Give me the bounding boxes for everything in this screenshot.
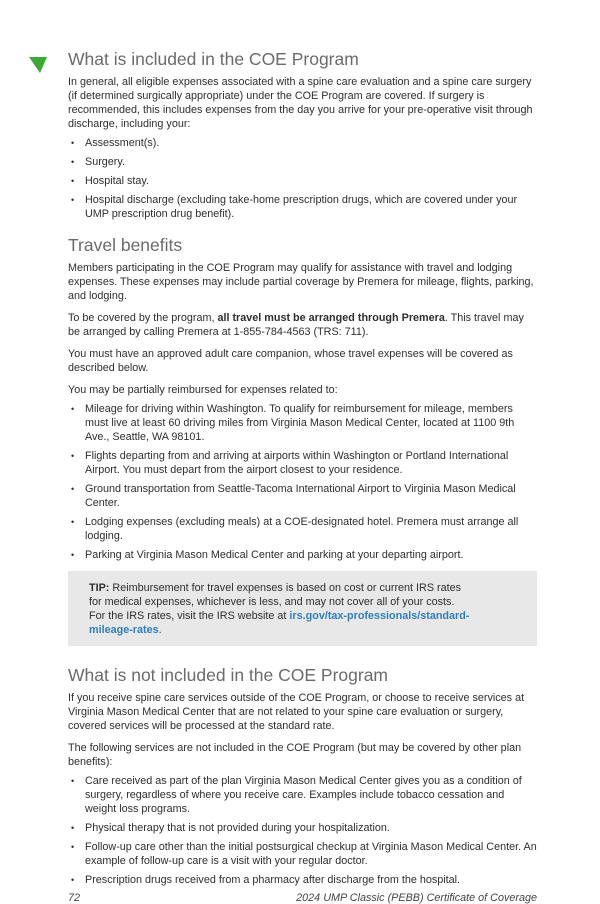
list-item	[68, 193, 537, 221]
travel-paragraph-2	[68, 311, 537, 339]
bullet-icon: •	[71, 195, 75, 205]
list-item-text: Assessment(s).	[85, 137, 160, 149]
list-item	[68, 840, 537, 868]
list-item	[68, 402, 537, 444]
list-item-text: Flights departing from and arriving at airports within Washington or Portland International Airport. You must depart from the airport closest to your residence.	[85, 450, 509, 476]
list-item	[68, 873, 537, 887]
tip-callout-box	[68, 571, 537, 646]
travel-p2-bold: all travel must be arranged through Premera	[217, 312, 445, 324]
bullet-icon: •	[71, 776, 75, 786]
not-included-paragraph-1: If you receive spine care services outside of the COE Program, or choose to receive services at Virginia Mason Medical Center that are not related to your spine care evaluation or surgery, covered services will be processed at the standard rate.	[68, 692, 525, 732]
bullet-icon: •	[71, 875, 75, 885]
list-item-text: Follow-up care other than the initial postsurgical checkup at Virginia Mason Medical Center. An example of follow-up care is a visit with your regular doctor.	[85, 841, 537, 867]
list-item	[68, 449, 537, 477]
list-item	[68, 774, 537, 816]
tip-text-post: .	[158, 624, 162, 636]
list-item	[68, 515, 537, 543]
tip-label: TIP:	[89, 582, 110, 594]
page-footer	[68, 892, 537, 904]
bullet-icon: •	[71, 176, 75, 186]
list-item	[68, 821, 537, 835]
section-heading-included: What is included in the COE Program	[68, 49, 359, 69]
list-item	[68, 482, 537, 510]
list-item-text: Hospital discharge (excluding take-home prescription drugs, which are covered under your UMP prescription drug benefit).	[85, 194, 518, 220]
travel-p2-post: . This travel may be arranged by calling Premera at 1-855-784-4563 (TRS: 711).	[68, 312, 524, 338]
travel-p2-pre: To be covered by the program,	[68, 312, 218, 324]
list-item-text: Lodging expenses (excluding meals) at a COE-designated hotel. Premera must arrange all lodging.	[85, 516, 519, 542]
list-item-text: Physical therapy that is not provided during your hospitalization.	[85, 822, 390, 834]
travel-paragraph-3: You must have an approved adult care companion, whose travel expenses will be covered as described below.	[68, 348, 513, 374]
irs-mileage-rates-link[interactable]: irs.gov/tax-professionals/standard-mileage-rates	[89, 610, 470, 636]
bullet-icon: •	[71, 823, 75, 833]
list-item-text: Parking at Virginia Mason Medical Center and parking at your departing airport.	[85, 549, 464, 561]
not-included-bullet-list	[68, 774, 537, 887]
travel-bullet-list	[68, 402, 537, 562]
bullet-icon: •	[71, 404, 75, 414]
bullet-icon: •	[71, 484, 75, 494]
bullet-icon: •	[71, 157, 75, 167]
bullet-icon: •	[71, 138, 75, 148]
tip-text-pre: Reimbursement for travel expenses is based on cost or current IRS rates for medical expenses, whichever is less, and may not cover all of your costs. For the IRS rates, visit the IRS website at	[89, 582, 462, 622]
list-item	[68, 155, 537, 169]
list-item-text: Care received as part of the plan Virginia Mason Medical Center gives you as a condition of surgery, regardless of where you receive care. Examples include tobacco cessation and weight loss programs.	[85, 775, 522, 815]
list-item	[68, 174, 537, 188]
section-heading-not-included: What is not included in the COE Program	[68, 665, 389, 685]
footer-doc-title: 2024 UMP Classic (PEBB) Certificate of Coverage	[296, 892, 537, 904]
list-item-text: Surgery.	[85, 156, 126, 168]
list-item-text: Ground transportation from Seattle-Tacoma International Airport to Virginia Mason Medical Center.	[85, 483, 516, 509]
list-item	[68, 136, 537, 150]
list-item-text: Mileage for driving within Washington. To qualify for reimbursement for mileage, members must live at least 60 driving miles from Virginia Mason Medical Center, located at 1100 9th Ave., Seattle, WA 98101.	[85, 403, 515, 443]
included-intro-paragraph: In general, all eligible expenses associated with a spine care evaluation and a spine care surgery (if determined surgically appropriate) under the COE Program are covered. If surgery is recommended, this includes expenses from the day you arrive for your pre-operative visit through discharge, including your:	[68, 76, 533, 130]
list-item-text: Prescription drugs received from a pharmacy after discharge from the hospital.	[85, 874, 461, 886]
list-item-text: Hospital stay.	[85, 175, 150, 187]
green-corner-marker	[28, 55, 48, 75]
footer-page-number: 72	[68, 892, 81, 904]
list-item	[68, 548, 537, 562]
bullet-icon: •	[71, 842, 75, 852]
not-included-paragraph-2: The following services are not included in the COE Program (but may be covered by other plan benefits):	[68, 742, 522, 768]
travel-paragraph-4: You may be partially reimbursed for expenses related to:	[68, 384, 338, 396]
bullet-icon: •	[71, 451, 75, 461]
bullet-icon: •	[71, 517, 75, 527]
travel-paragraph-1: Members participating in the COE Program may qualify for assistance with travel and lodging expenses. These expenses may include partial coverage by Premera for mileage, flights, parking, and lodging.	[68, 262, 534, 302]
included-bullet-list	[68, 136, 537, 221]
section-heading-travel: Travel benefits	[68, 235, 183, 255]
bullet-icon: •	[71, 550, 75, 560]
